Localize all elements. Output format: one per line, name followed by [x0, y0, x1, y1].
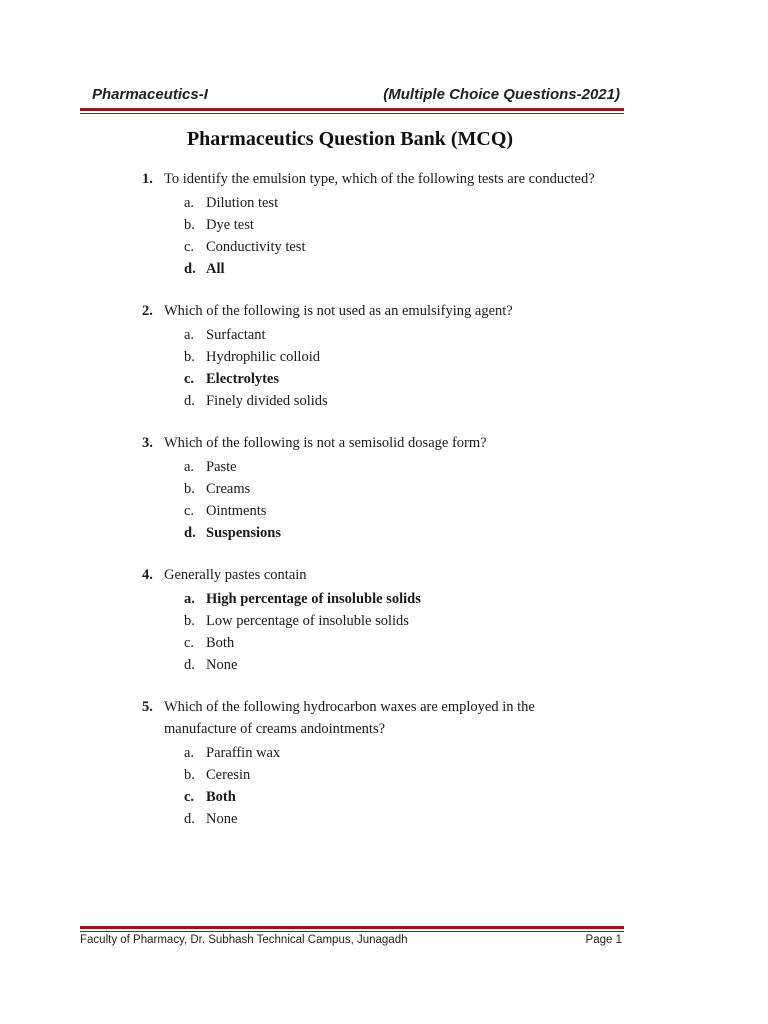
answer-option-correct: [184, 522, 602, 544]
option-letter: a.: [184, 745, 195, 761]
answer-option: [184, 236, 602, 258]
option-letter: a.: [184, 327, 195, 343]
question-item: [142, 300, 602, 412]
question-list: [142, 168, 602, 850]
option-text: Dilution test: [206, 195, 279, 211]
option-list: [184, 456, 602, 544]
option-letter: d.: [184, 657, 195, 673]
option-list: [184, 192, 602, 280]
option-letter: b.: [184, 349, 195, 365]
answer-option: [184, 192, 602, 214]
option-letter: c.: [184, 635, 195, 651]
footer-rule-thin: [80, 931, 624, 932]
option-text: High percentage of insoluble solids: [206, 591, 421, 607]
question-item: [142, 564, 602, 676]
question-stem: [142, 432, 602, 454]
option-letter: c.: [184, 371, 195, 387]
option-text: Ceresin: [206, 767, 251, 783]
answer-option: [184, 610, 602, 632]
page-header: [92, 84, 620, 106]
question-number: 2.: [142, 303, 153, 319]
question-number: 1.: [142, 171, 153, 187]
option-text: Low percentage of insoluble solids: [206, 613, 409, 629]
option-text: Finely divided solids: [206, 393, 328, 409]
footer-rule: [80, 926, 624, 929]
option-letter: b.: [184, 767, 195, 783]
option-text: Suspensions: [206, 525, 281, 541]
answer-option: [184, 478, 602, 500]
question-text: To identify the emulsion type, which of the following tests are conducted?: [164, 171, 595, 187]
option-letter: c.: [184, 239, 195, 255]
option-letter: a.: [184, 459, 195, 475]
question-text: Which of the following is not used as an emulsifying agent?: [164, 303, 513, 319]
option-text: Both: [206, 635, 235, 651]
option-text: None: [206, 657, 238, 673]
answer-option: [184, 390, 602, 412]
option-list: [184, 324, 602, 412]
option-letter: b.: [184, 613, 195, 629]
answer-option: [184, 324, 602, 346]
question-item: [142, 168, 602, 280]
option-letter: a.: [184, 591, 195, 607]
option-letter: b.: [184, 217, 195, 233]
option-list: [184, 588, 602, 676]
page-title: Pharmaceutics Question Bank (MCQ): [186, 128, 514, 150]
header-subtitle: (Multiple Choice Questions-2021): [383, 86, 620, 103]
question-stem: [142, 168, 602, 190]
answer-option-correct: [184, 588, 602, 610]
option-letter: b.: [184, 481, 195, 497]
answer-option: [184, 456, 602, 478]
option-letter: d.: [184, 525, 196, 541]
question-item: [142, 696, 602, 830]
answer-option: [184, 214, 602, 236]
footer-institution: Faculty of Pharmacy, Dr. Subhash Technical Campus, Junagadh: [80, 934, 408, 946]
option-letter: d.: [184, 261, 196, 277]
footer-page-number: Page 1: [585, 934, 622, 946]
option-text: None: [206, 811, 238, 827]
answer-option: [184, 742, 602, 764]
question-stem: [142, 300, 602, 322]
question-number: 4.: [142, 567, 153, 583]
answer-option: [184, 500, 602, 522]
question-number: 3.: [142, 435, 153, 451]
option-text: Electrolytes: [206, 371, 280, 387]
option-text: Paraffin wax: [206, 745, 281, 761]
option-text: Surfactant: [206, 327, 266, 343]
option-text: Dye test: [206, 217, 254, 233]
option-letter: d.: [184, 393, 195, 409]
answer-option: [184, 764, 602, 786]
option-text: Paste: [206, 459, 237, 475]
answer-option-correct: [184, 368, 602, 390]
question-stem: [142, 564, 602, 586]
option-text: Creams: [206, 481, 251, 497]
header-rule-thin: [80, 113, 624, 114]
question-text: Which of the following is not a semisolid dosage form?: [164, 435, 487, 451]
question-item: [142, 432, 602, 544]
header-rule: [80, 108, 624, 111]
question-number: 5.: [142, 699, 153, 715]
option-letter: c.: [184, 503, 195, 519]
option-list: [184, 742, 602, 830]
answer-option-correct: [184, 786, 602, 808]
answer-option: [184, 654, 602, 676]
question-text: Which of the following hydrocarbon waxes are employed in the manufacture of creams andointments?: [164, 699, 535, 737]
question-text: Generally pastes contain: [164, 567, 307, 583]
option-text: Both: [206, 789, 236, 805]
question-stem: [142, 696, 602, 740]
answer-option: [184, 632, 602, 654]
option-letter: c.: [184, 789, 195, 805]
answer-option: [184, 346, 602, 368]
option-text: Conductivity test: [206, 239, 306, 255]
option-letter: d.: [184, 811, 195, 827]
answer-option: [184, 808, 602, 830]
option-text: All: [206, 261, 225, 277]
header-course-title: Pharmaceutics-I: [92, 86, 208, 103]
option-text: Ointments: [206, 503, 267, 519]
answer-option-correct: [184, 258, 602, 280]
option-text: Hydrophilic colloid: [206, 349, 320, 365]
option-letter: a.: [184, 195, 195, 211]
